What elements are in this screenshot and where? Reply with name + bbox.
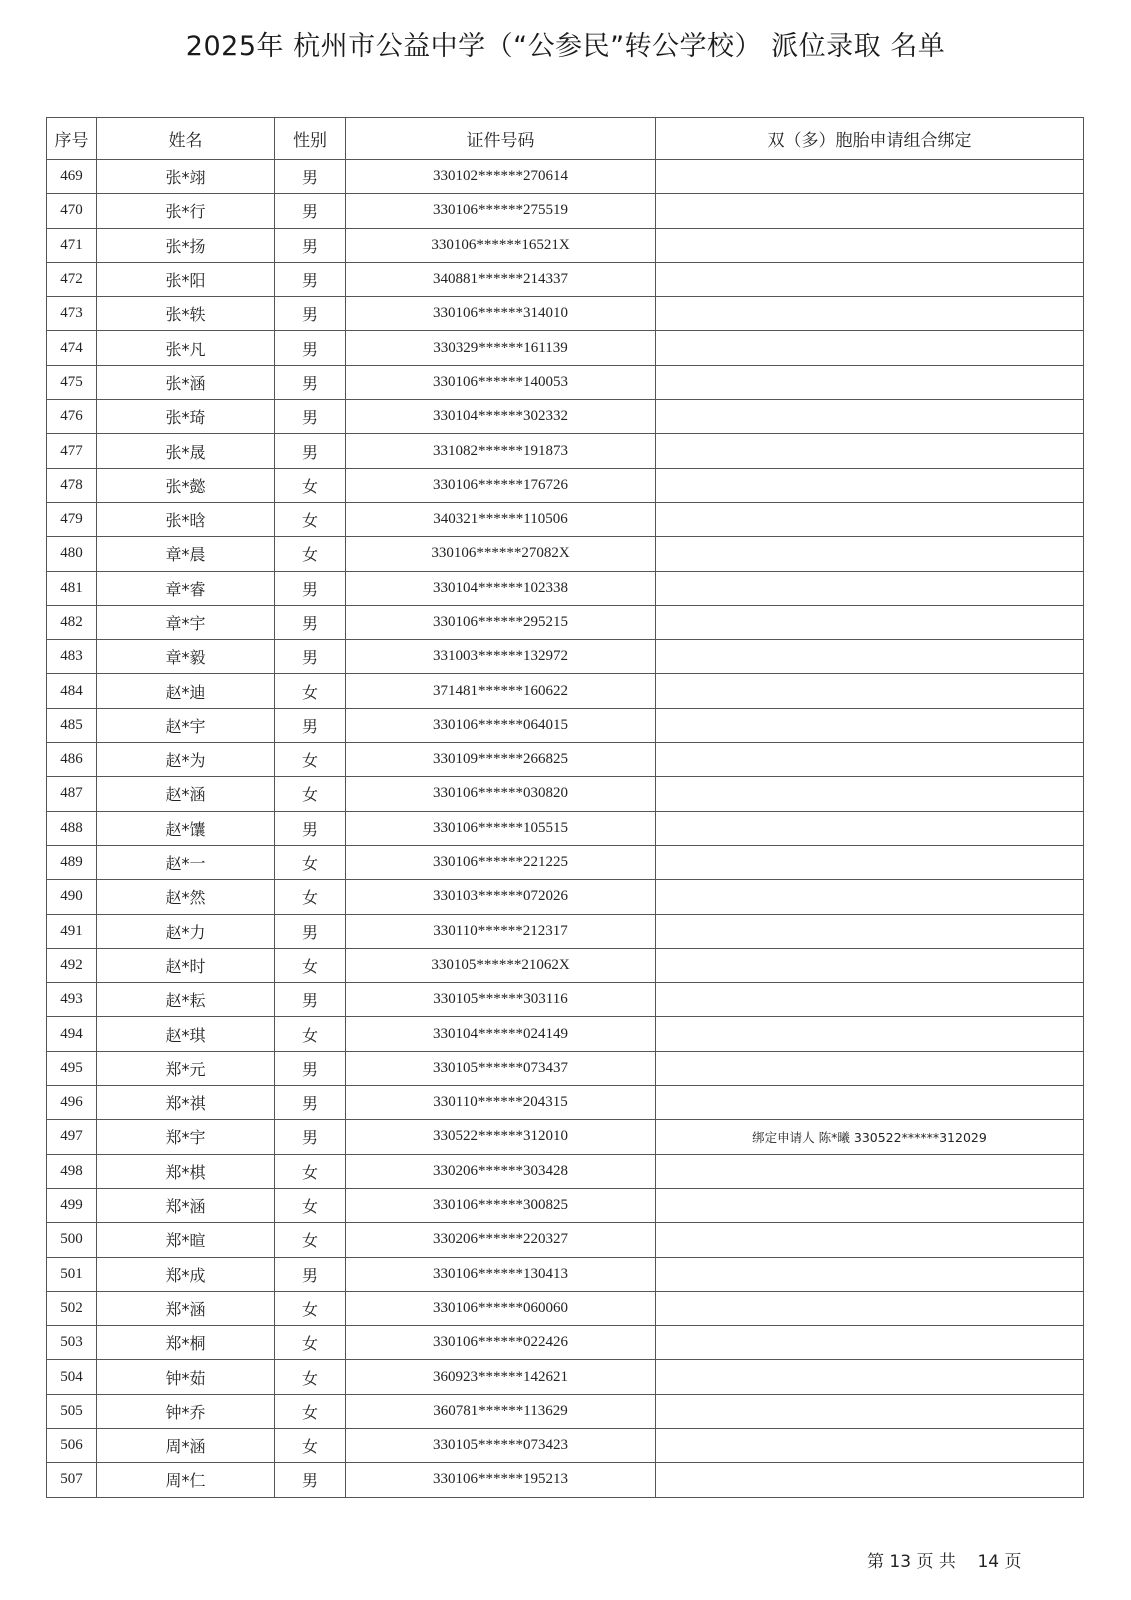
- cell-name: 郑*桐: [97, 1326, 275, 1360]
- cell-gender: 男: [275, 365, 346, 399]
- cell-seq: 475: [47, 365, 97, 399]
- cell-id-number: 330522******312010: [346, 1120, 656, 1154]
- cell-seq: 480: [47, 537, 97, 571]
- cell-name: 章*睿: [97, 571, 275, 605]
- cell-name: 张*轶: [97, 297, 275, 331]
- cell-twins-binding: [656, 537, 1084, 571]
- cell-gender: 男: [275, 983, 346, 1017]
- cell-id-number: 330105******073437: [346, 1051, 656, 1085]
- cell-name: 赵*一: [97, 845, 275, 879]
- cell-gender: 男: [275, 160, 346, 194]
- cell-twins-binding: [656, 811, 1084, 845]
- cell-name: 郑*棋: [97, 1154, 275, 1188]
- cell-name: 张*涵: [97, 365, 275, 399]
- table-row: [47, 880, 1084, 914]
- cell-id-number: 330106******022426: [346, 1326, 656, 1360]
- cell-name: 郑*宇: [97, 1120, 275, 1154]
- table-row: [47, 811, 1084, 845]
- cell-seq: 474: [47, 331, 97, 365]
- cell-gender: 女: [275, 1428, 346, 1462]
- cell-twins-binding: [656, 1257, 1084, 1291]
- cell-name: 周*涵: [97, 1428, 275, 1462]
- cell-name: 郑*暄: [97, 1223, 275, 1257]
- table-row: [47, 1360, 1084, 1394]
- cell-gender: 女: [275, 1154, 346, 1188]
- cell-id-number: 330106******314010: [346, 297, 656, 331]
- cell-seq: 496: [47, 1086, 97, 1120]
- cell-id-number: 330106******176726: [346, 468, 656, 502]
- cell-twins-binding: [656, 262, 1084, 296]
- cell-twins-binding: [656, 777, 1084, 811]
- cell-id-number: 330206******220327: [346, 1223, 656, 1257]
- cell-name: 郑*涵: [97, 1291, 275, 1325]
- table-header-row: [47, 118, 1084, 160]
- cell-seq: 473: [47, 297, 97, 331]
- cell-twins-binding: [656, 228, 1084, 262]
- cell-seq: 471: [47, 228, 97, 262]
- cell-seq: 502: [47, 1291, 97, 1325]
- cell-id-number: 360923******142621: [346, 1360, 656, 1394]
- cell-gender: 男: [275, 297, 346, 331]
- table-row: [47, 605, 1084, 639]
- cell-seq: 484: [47, 674, 97, 708]
- cell-twins-binding: [656, 160, 1084, 194]
- cell-twins-binding: [656, 983, 1084, 1017]
- cell-twins-binding: [656, 1051, 1084, 1085]
- cell-gender: 男: [275, 571, 346, 605]
- cell-seq: 503: [47, 1326, 97, 1360]
- table-row: [47, 400, 1084, 434]
- cell-id-number: 340881******214337: [346, 262, 656, 296]
- cell-seq: 494: [47, 1017, 97, 1051]
- cell-twins-binding: [656, 605, 1084, 639]
- cell-seq: 492: [47, 948, 97, 982]
- cell-gender: 女: [275, 948, 346, 982]
- cell-gender: 男: [275, 194, 346, 228]
- cell-name: 钟*茹: [97, 1360, 275, 1394]
- cell-seq: 487: [47, 777, 97, 811]
- cell-id-number: 330206******303428: [346, 1154, 656, 1188]
- cell-gender: 男: [275, 640, 346, 674]
- cell-twins-binding: [656, 571, 1084, 605]
- cell-twins-binding: [656, 1326, 1084, 1360]
- table-row: [47, 1257, 1084, 1291]
- cell-seq: 485: [47, 708, 97, 742]
- cell-twins-binding: [656, 948, 1084, 982]
- cell-id-number: 330329******161139: [346, 331, 656, 365]
- cell-twins-binding: [656, 1291, 1084, 1325]
- table-row: [47, 1463, 1084, 1497]
- table-row: [47, 571, 1084, 605]
- table-row: [47, 948, 1084, 982]
- cell-twins-binding: [656, 1463, 1084, 1497]
- cell-name: 赵*宇: [97, 708, 275, 742]
- table-row: [47, 777, 1084, 811]
- header-name: 姓名: [97, 118, 275, 160]
- cell-name: 张*阳: [97, 262, 275, 296]
- cell-gender: 女: [275, 1360, 346, 1394]
- table-row: [47, 194, 1084, 228]
- cell-twins-binding: [656, 880, 1084, 914]
- cell-id-number: 330106******275519: [346, 194, 656, 228]
- cell-name: 赵*馕: [97, 811, 275, 845]
- table-row: [47, 468, 1084, 502]
- table-row: [47, 743, 1084, 777]
- cell-seq: 489: [47, 845, 97, 879]
- cell-seq: 505: [47, 1394, 97, 1428]
- table-row: [47, 228, 1084, 262]
- cell-name: 郑*元: [97, 1051, 275, 1085]
- cell-seq: 498: [47, 1154, 97, 1188]
- cell-id-number: 330104******024149: [346, 1017, 656, 1051]
- cell-seq: 482: [47, 605, 97, 639]
- cell-name: 钟*乔: [97, 1394, 275, 1428]
- cell-twins-binding: [656, 297, 1084, 331]
- cell-id-number: 340321******110506: [346, 502, 656, 536]
- cell-twins-binding: [656, 468, 1084, 502]
- cell-twins-binding: [656, 502, 1084, 536]
- cell-name: 张*翊: [97, 160, 275, 194]
- cell-name: 张*琦: [97, 400, 275, 434]
- cell-gender: 女: [275, 880, 346, 914]
- cell-name: 赵*涵: [97, 777, 275, 811]
- cell-name: 张*晗: [97, 502, 275, 536]
- cell-twins-binding: [656, 743, 1084, 777]
- cell-name: 赵*然: [97, 880, 275, 914]
- cell-gender: 女: [275, 777, 346, 811]
- cell-id-number: 330104******302332: [346, 400, 656, 434]
- cell-name: 赵*迪: [97, 674, 275, 708]
- cell-twins-binding: [656, 708, 1084, 742]
- cell-gender: 男: [275, 1257, 346, 1291]
- cell-seq: 499: [47, 1188, 97, 1222]
- cell-id-number: 330103******072026: [346, 880, 656, 914]
- table-row: [47, 983, 1084, 1017]
- table-row: [47, 674, 1084, 708]
- cell-id-number: 330106******195213: [346, 1463, 656, 1497]
- cell-name: 周*仁: [97, 1463, 275, 1497]
- cell-gender: 女: [275, 1291, 346, 1325]
- cell-name: 张*凡: [97, 331, 275, 365]
- cell-gender: 女: [275, 1223, 346, 1257]
- header-seq: 序号: [47, 118, 97, 160]
- document-title: 2025年 杭州市公益中学（“公参民”转公学校） 派位录取 名单: [185, 31, 946, 62]
- cell-id-number: 330105******303116: [346, 983, 656, 1017]
- cell-twins-binding: [656, 1188, 1084, 1222]
- table-row: [47, 434, 1084, 468]
- table-row: [47, 1051, 1084, 1085]
- cell-twins-binding: [656, 1017, 1084, 1051]
- table-row: [47, 914, 1084, 948]
- cell-gender: 女: [275, 1326, 346, 1360]
- cell-gender: 男: [275, 1086, 346, 1120]
- cell-twins-binding: [656, 1394, 1084, 1428]
- cell-twins-binding: [656, 674, 1084, 708]
- table-row: [47, 331, 1084, 365]
- cell-gender: 男: [275, 708, 346, 742]
- table-row: [47, 708, 1084, 742]
- table-row: [47, 1291, 1084, 1325]
- cell-id-number: 330104******102338: [346, 571, 656, 605]
- cell-gender: 男: [275, 1120, 346, 1154]
- table-row: [47, 1154, 1084, 1188]
- header-gender: 性别: [275, 118, 346, 160]
- cell-twins-binding: [656, 400, 1084, 434]
- cell-gender: 女: [275, 1188, 346, 1222]
- cell-seq: 488: [47, 811, 97, 845]
- cell-twins-binding: [656, 1360, 1084, 1394]
- cell-seq: 476: [47, 400, 97, 434]
- table-body: [47, 160, 1084, 1498]
- cell-gender: 女: [275, 743, 346, 777]
- cell-seq: 500: [47, 1223, 97, 1257]
- cell-name: 赵*为: [97, 743, 275, 777]
- cell-id-number: 330106******064015: [346, 708, 656, 742]
- cell-name: 赵*琪: [97, 1017, 275, 1051]
- table-row: [47, 537, 1084, 571]
- cell-gender: 男: [275, 331, 346, 365]
- cell-gender: 女: [275, 1394, 346, 1428]
- table-row: [47, 1120, 1084, 1154]
- cell-id-number: 330105******073423: [346, 1428, 656, 1462]
- cell-twins-binding: 绑定申请人 陈*曦 330522******312029: [656, 1120, 1084, 1154]
- cell-id-number: 330106******140053: [346, 365, 656, 399]
- table-row: [47, 365, 1084, 399]
- table-row: [47, 1017, 1084, 1051]
- cell-seq: 477: [47, 434, 97, 468]
- cell-seq: 504: [47, 1360, 97, 1394]
- cell-gender: 男: [275, 1051, 346, 1085]
- cell-name: 赵*时: [97, 948, 275, 982]
- cell-twins-binding: [656, 845, 1084, 879]
- table-row: [47, 1188, 1084, 1222]
- cell-name: 章*晨: [97, 537, 275, 571]
- cell-twins-binding: [656, 1086, 1084, 1120]
- cell-id-number: 330106******105515: [346, 811, 656, 845]
- cell-name: 郑*涵: [97, 1188, 275, 1222]
- cell-gender: 男: [275, 811, 346, 845]
- cell-twins-binding: [656, 365, 1084, 399]
- table-row: [47, 297, 1084, 331]
- cell-seq: 469: [47, 160, 97, 194]
- cell-twins-binding: [656, 1154, 1084, 1188]
- table-row: [47, 1223, 1084, 1257]
- cell-twins-binding: [656, 640, 1084, 674]
- cell-twins-binding: [656, 331, 1084, 365]
- cell-gender: 男: [275, 262, 346, 296]
- table-row: [47, 845, 1084, 879]
- cell-id-number: 330106******130413: [346, 1257, 656, 1291]
- cell-id-number: 371481******160622: [346, 674, 656, 708]
- table-row: [47, 1428, 1084, 1462]
- cell-gender: 男: [275, 605, 346, 639]
- cell-id-number: 360781******113629: [346, 1394, 656, 1428]
- cell-gender: 女: [275, 674, 346, 708]
- cell-id-number: 330106******16521X: [346, 228, 656, 262]
- cell-twins-binding: [656, 1428, 1084, 1462]
- cell-twins-binding: [656, 194, 1084, 228]
- table-row: [47, 640, 1084, 674]
- cell-name: 郑*成: [97, 1257, 275, 1291]
- table-row: [47, 1086, 1084, 1120]
- page-number: 第 13 页 共 14 页: [867, 1552, 1022, 1572]
- cell-seq: 501: [47, 1257, 97, 1291]
- cell-gender: 男: [275, 914, 346, 948]
- cell-seq: 506: [47, 1428, 97, 1462]
- table-row: [47, 160, 1084, 194]
- cell-name: 章*宇: [97, 605, 275, 639]
- cell-gender: 男: [275, 434, 346, 468]
- cell-seq: 491: [47, 914, 97, 948]
- cell-seq: 479: [47, 502, 97, 536]
- cell-gender: 男: [275, 400, 346, 434]
- cell-gender: 男: [275, 1463, 346, 1497]
- cell-name: 张*晟: [97, 434, 275, 468]
- cell-id-number: 330106******27082X: [346, 537, 656, 571]
- cell-seq: 472: [47, 262, 97, 296]
- table-row: [47, 502, 1084, 536]
- cell-name: 郑*祺: [97, 1086, 275, 1120]
- cell-seq: 493: [47, 983, 97, 1017]
- cell-gender: 男: [275, 228, 346, 262]
- cell-gender: 女: [275, 468, 346, 502]
- header-id-number: 证件号码: [346, 118, 656, 160]
- cell-id-number: 330110******204315: [346, 1086, 656, 1120]
- cell-twins-binding: [656, 434, 1084, 468]
- cell-name: 赵*力: [97, 914, 275, 948]
- cell-gender: 女: [275, 1017, 346, 1051]
- cell-twins-binding: [656, 914, 1084, 948]
- cell-gender: 女: [275, 502, 346, 536]
- table-row: [47, 262, 1084, 296]
- cell-seq: 495: [47, 1051, 97, 1085]
- cell-name: 张*扬: [97, 228, 275, 262]
- cell-seq: 478: [47, 468, 97, 502]
- cell-id-number: 330109******266825: [346, 743, 656, 777]
- cell-id-number: 330106******030820: [346, 777, 656, 811]
- table-row: [47, 1394, 1084, 1428]
- cell-gender: 女: [275, 537, 346, 571]
- cell-gender: 女: [275, 845, 346, 879]
- cell-id-number: 330106******221225: [346, 845, 656, 879]
- cell-seq: 490: [47, 880, 97, 914]
- cell-name: 张*懿: [97, 468, 275, 502]
- cell-id-number: 331082******191873: [346, 434, 656, 468]
- cell-seq: 481: [47, 571, 97, 605]
- cell-twins-binding: [656, 1223, 1084, 1257]
- admission-table: [46, 117, 1084, 1498]
- cell-seq: 483: [47, 640, 97, 674]
- cell-name: 赵*耘: [97, 983, 275, 1017]
- cell-id-number: 330106******300825: [346, 1188, 656, 1222]
- cell-seq: 470: [47, 194, 97, 228]
- cell-name: 章*毅: [97, 640, 275, 674]
- cell-id-number: 330110******212317: [346, 914, 656, 948]
- cell-seq: 507: [47, 1463, 97, 1497]
- header-twins-binding: 双（多）胞胎申请组合绑定: [656, 118, 1084, 160]
- cell-seq: 486: [47, 743, 97, 777]
- cell-id-number: 331003******132972: [346, 640, 656, 674]
- cell-id-number: 330105******21062X: [346, 948, 656, 982]
- cell-id-number: 330106******295215: [346, 605, 656, 639]
- cell-seq: 497: [47, 1120, 97, 1154]
- cell-name: 张*行: [97, 194, 275, 228]
- cell-id-number: 330106******060060: [346, 1291, 656, 1325]
- cell-id-number: 330102******270614: [346, 160, 656, 194]
- table-row: [47, 1326, 1084, 1360]
